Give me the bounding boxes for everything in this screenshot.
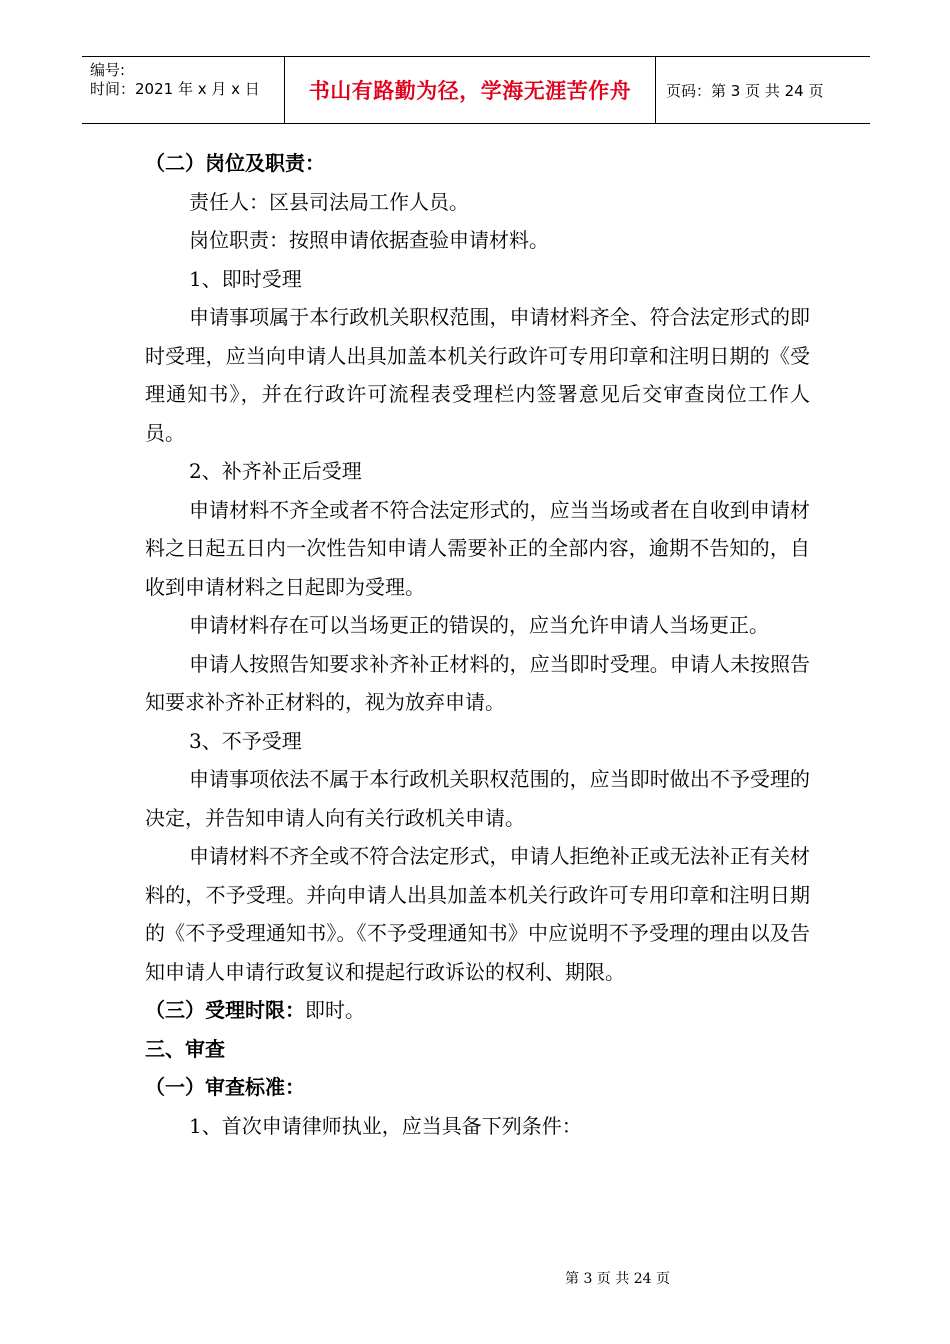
- paragraph: 申请材料不齐全或不符合法定形式，申请人拒绝补正或无法补正有关材料的，不予受理。并向申请人出具加盖本机关行政许可专用印章和注明日期的《不予受理通知书》。《不予受理通知书》中应说明不予受理的理由以及告知申请人申请行政复议和提起行政诉讼的权利、期限。: [145, 844, 810, 984]
- document-number-label: 编号:: [90, 61, 126, 79]
- header-motto: 书山有路勤为径，学海无涯苦作舟: [284, 57, 656, 123]
- paragraph: 责任人：区县司法局工作人员。: [189, 189, 469, 214]
- part-heading: 三、审查: [145, 1036, 225, 1061]
- item-title: 2、补齐补正后受理: [189, 459, 362, 483]
- paragraph: 申请材料存在可以当场更正的错误的，应当允许申请人当场更正。: [189, 613, 769, 637]
- document-date: 时间：2021 年 x 月 x 日: [90, 80, 260, 98]
- page-footer: 第 3 页 共 24 页: [565, 1271, 670, 1287]
- paragraph: 申请人按照告知要求补齐补正材料的，应当即时受理。申请人未按照告知要求补齐补正材料的，视为放弃申请。: [145, 651, 810, 714]
- page-header: [82, 56, 870, 124]
- item-title: 3、不予受理: [189, 728, 302, 753]
- paragraph: 申请事项属于本行政机关职权范围，申请材料齐全、符合法定形式的即时受理，应当向申请人出具加盖本机关行政许可专用印章和注明日期的《受理通知书》，并在行政许可流程表受理栏内签署意见后交审查岗位工作人员。: [145, 305, 810, 445]
- section-heading: （三）受理时限：: [145, 998, 305, 1022]
- item-title: 1、即时受理: [189, 266, 302, 291]
- paragraph: 申请事项依法不属于本行政机关职权范围的，应当即时做出不予受理的决定，并告知申请人向有关行政机关申请。: [145, 767, 810, 830]
- header-meta-cell: [82, 57, 284, 123]
- paragraph: 岗位职责：按照申请依据查验申请材料。: [189, 228, 549, 252]
- time-limit-value: 即时。: [305, 998, 365, 1022]
- section-heading: （一）审查标准：: [145, 1075, 305, 1099]
- document-body: [145, 144, 810, 1145]
- paragraph: 申请材料不齐全或者不符合法定形式的，应当当场或者在自收到申请材料之日起五日内一次性告知申请人需要补正的全部内容，逾期不告知的，自收到申请材料之日起即为受理。: [145, 497, 810, 599]
- header-page-info: 页码：第 3 页 共 24 页: [666, 81, 824, 100]
- section-heading: （二）岗位及职责：: [145, 151, 325, 175]
- item-title: 1、首次申请律师执业，应当具备下列条件：: [189, 1113, 582, 1138]
- section-time-limit: [145, 991, 810, 1030]
